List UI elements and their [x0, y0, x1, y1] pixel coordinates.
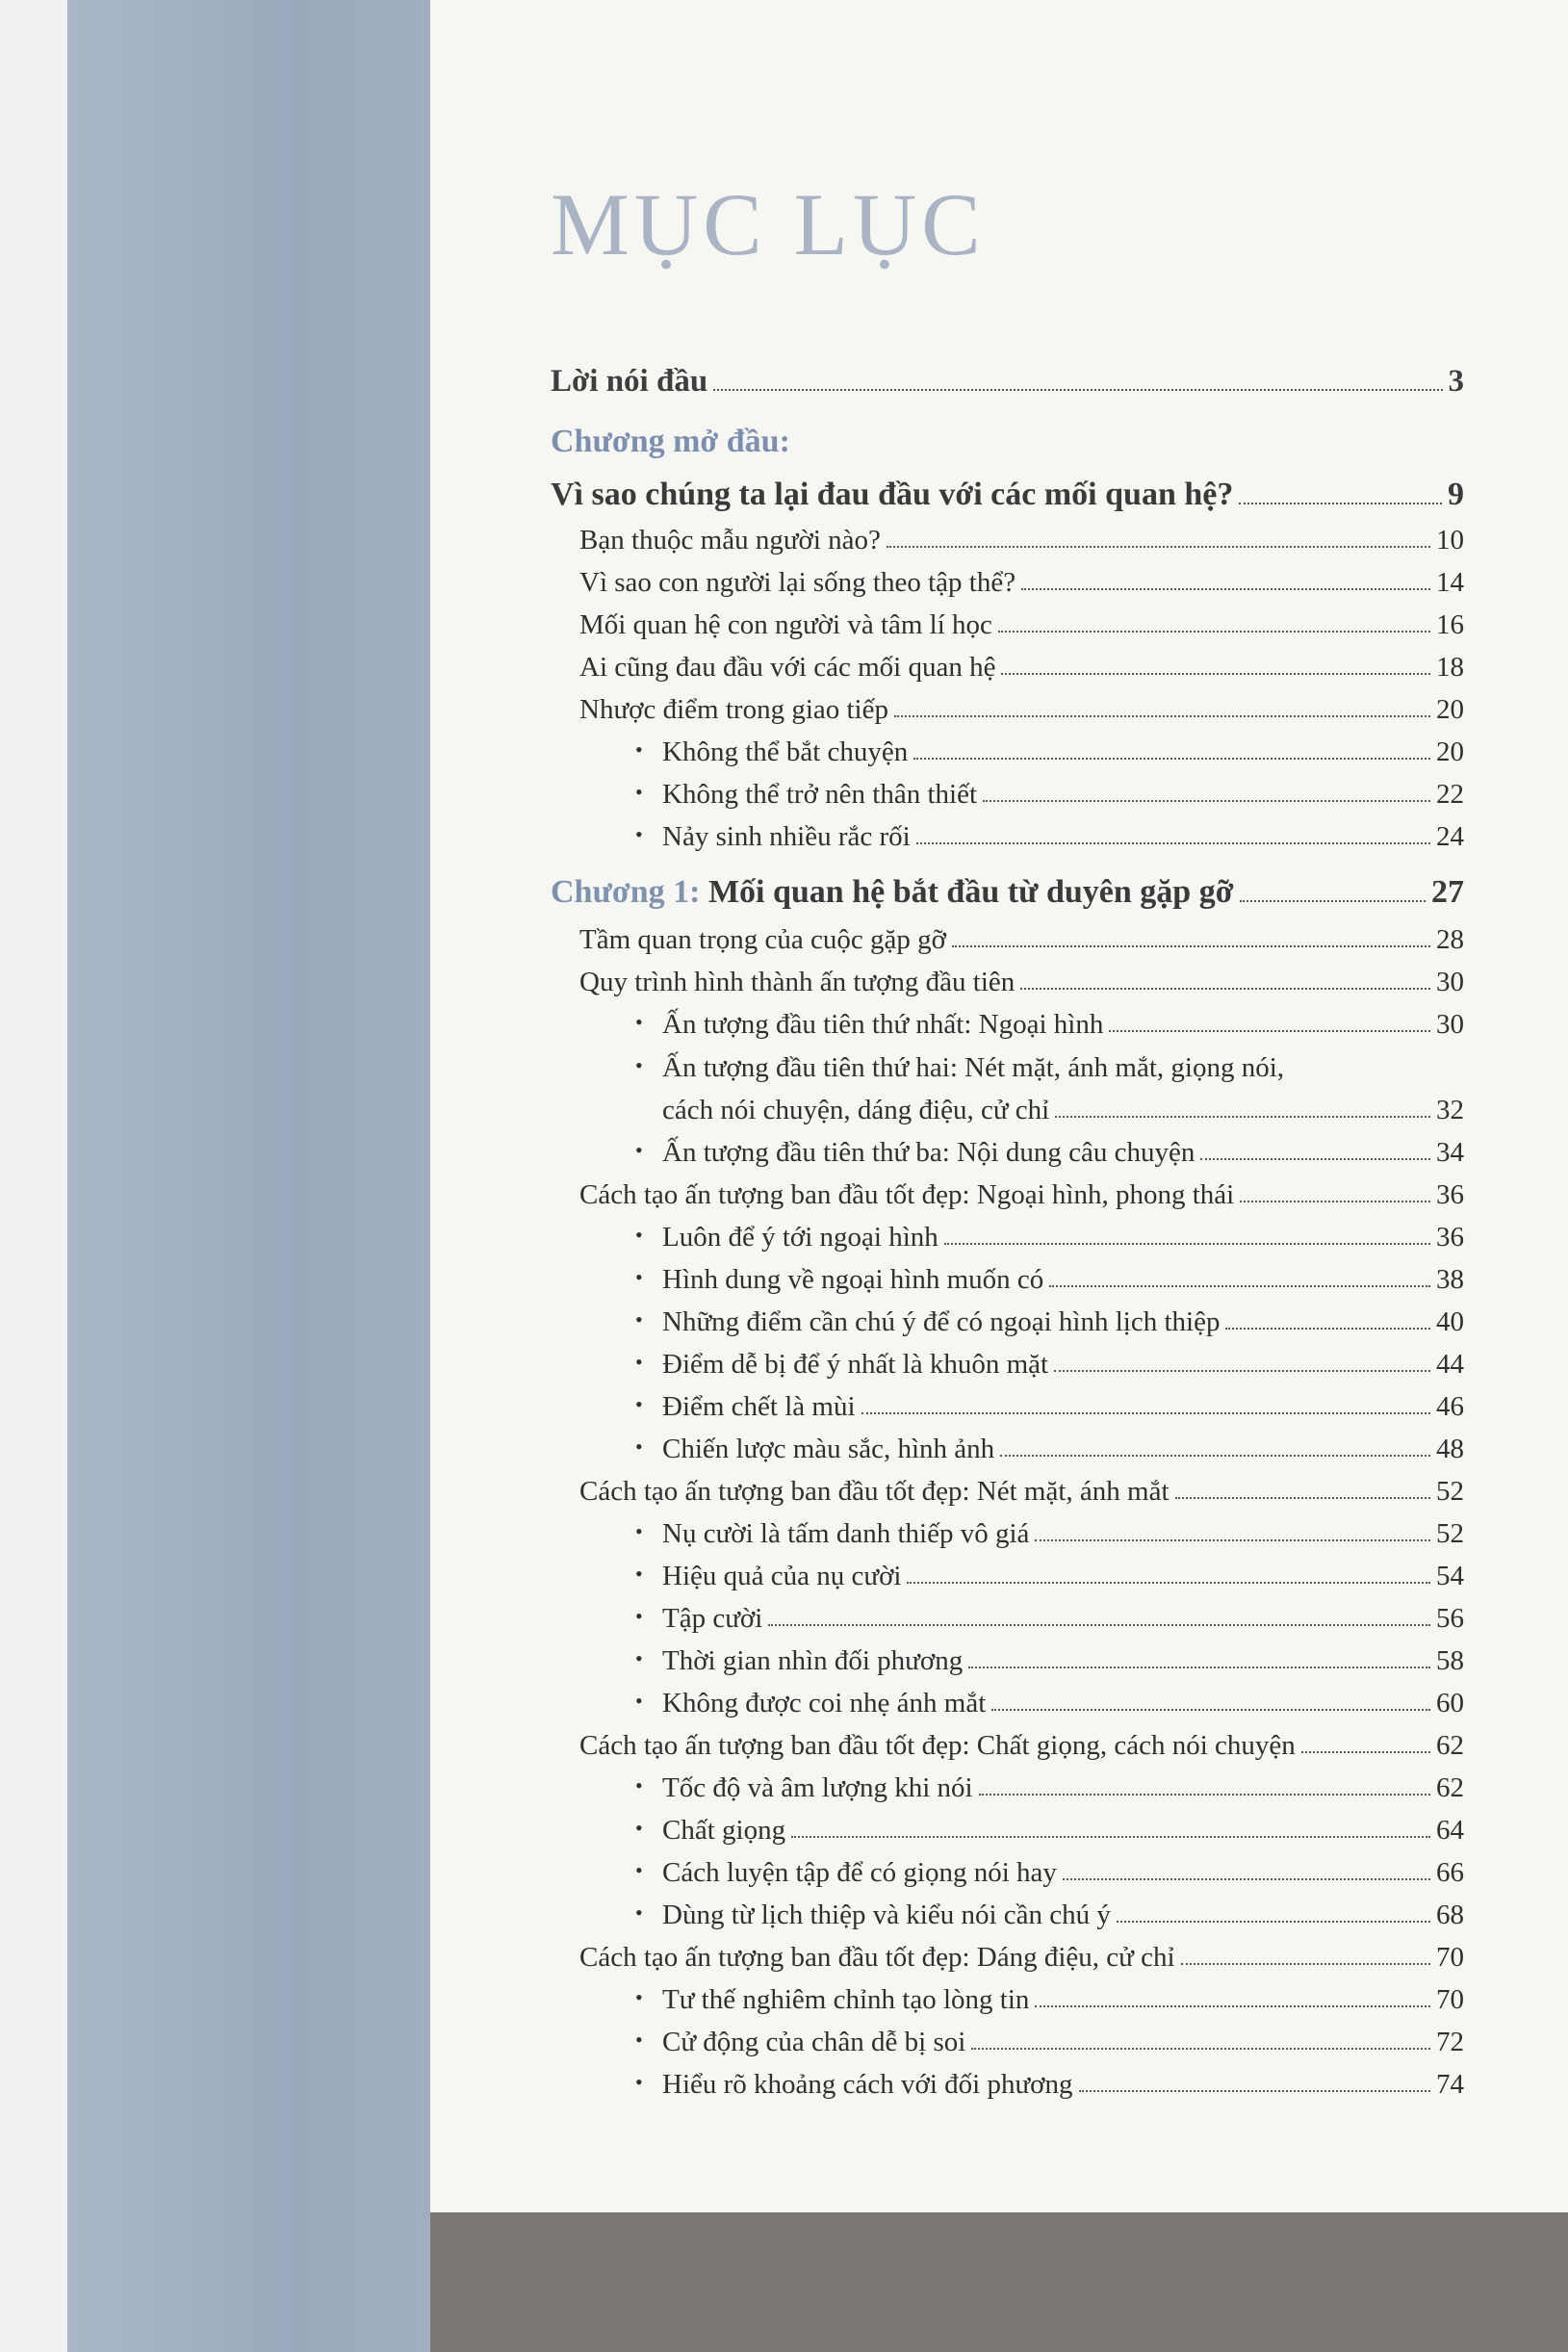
toc-page-number: 9	[1448, 477, 1464, 512]
dot-leader	[952, 945, 1430, 947]
toc-entry[interactable]	[579, 1179, 1464, 1211]
dot-leader	[983, 800, 1430, 802]
bullet-icon: •	[635, 1138, 643, 1162]
toc-page-number: 58	[1436, 1645, 1464, 1676]
bullet-icon: •	[635, 1900, 643, 1925]
dot-leader	[971, 2048, 1430, 2050]
toc-entry[interactable]	[635, 737, 1464, 768]
toc-page-number: 68	[1436, 1900, 1464, 1930]
dot-leader	[861, 1412, 1430, 1414]
toc-page-number: 24	[1436, 821, 1464, 852]
toc-entry-label: Cách tạo ấn tượng ban đầu tốt đẹp: Ngoại hình, phong thái	[579, 1179, 1235, 1210]
dot-leader	[1000, 1455, 1430, 1457]
toc-entry-intro[interactable]	[551, 477, 1464, 513]
toc-entry-label: • Cách luyện tập để có giọng nói hay	[635, 1857, 1057, 1888]
toc-page-number: 64	[1436, 1815, 1464, 1846]
toc-entry[interactable]	[635, 1137, 1464, 1169]
dot-leader	[1079, 2090, 1430, 2092]
dot-leader	[887, 546, 1430, 548]
toc-entry[interactable]	[635, 1772, 1464, 1804]
chapter-prefix: Chương 1:	[551, 874, 701, 910]
dot-leader	[944, 1243, 1430, 1245]
toc-entry[interactable]	[635, 779, 1464, 811]
toc-page-number: 70	[1436, 1942, 1464, 1973]
dot-leader	[991, 1709, 1430, 1711]
toc-page-number: 62	[1436, 1730, 1464, 1761]
toc-page-number: 10	[1436, 525, 1464, 556]
toc-entry-label: • Không thể bắt chuyện	[635, 737, 909, 767]
dot-leader	[1001, 673, 1430, 675]
dot-leader	[979, 1794, 1430, 1796]
dot-leader	[1181, 1963, 1430, 1965]
toc-page-number: 70	[1436, 1984, 1464, 2015]
bullet-icon: •	[635, 1307, 643, 1331]
toc-entry[interactable]	[579, 609, 1464, 641]
bullet-icon: •	[635, 1350, 643, 1374]
toc-page-number: 48	[1436, 1434, 1464, 1464]
toc-entry[interactable]	[579, 967, 1464, 998]
dot-leader	[1063, 1878, 1430, 1880]
toc-entry[interactable]	[635, 821, 1464, 853]
toc-entry-label: • Hiệu quả của nụ cười	[635, 1561, 902, 1591]
toc-page-number: 40	[1436, 1306, 1464, 1337]
toc-entry-label: • Những điểm cần chú ý để có ngoại hình lịch thiệp	[635, 1306, 1221, 1337]
bullet-icon: •	[635, 822, 643, 846]
toc-entry[interactable]	[662, 1095, 1464, 1126]
toc-entry-label: Cách tạo ấn tượng ban đầu tốt đẹp: Dáng điệu, cử chỉ	[579, 1942, 1175, 1973]
dot-leader	[1240, 1201, 1430, 1202]
toc-entry-label: Cách tạo ấn tượng ban đầu tốt đẹp: Nét mặt, ánh mắt	[579, 1476, 1170, 1507]
dot-leader	[1020, 988, 1430, 990]
toc-page-number: 56	[1436, 1603, 1464, 1634]
bullet-icon: •	[635, 1604, 643, 1628]
bullet-icon: •	[635, 1646, 643, 1670]
dot-leader	[1301, 1751, 1430, 1753]
toc-entry-label: • Ấn tượng đầu tiên thứ nhất: Ngoại hình	[635, 1009, 1104, 1040]
toc-entry-label: • Luôn để ý tới ngoại hình	[635, 1222, 938, 1253]
dot-leader	[913, 758, 1430, 760]
bullet-icon: •	[635, 1773, 643, 1797]
dot-leader	[713, 389, 1442, 391]
dot-leader	[1021, 588, 1430, 590]
toc-page-number: 52	[1436, 1476, 1464, 1507]
toc-entry[interactable]	[635, 1900, 1464, 1931]
bullet-icon: •	[635, 1053, 643, 1077]
toc-entry[interactable]	[635, 1306, 1464, 1338]
toc-page-number: 27	[1431, 874, 1464, 910]
dot-leader	[916, 842, 1430, 844]
dot-leader	[1054, 1370, 1430, 1372]
toc-entry-label: • Tập cười	[635, 1603, 763, 1634]
bullet-icon: •	[635, 2028, 643, 2052]
toc-entry-label: • Điểm chết là mùi	[635, 1391, 856, 1422]
dot-leader	[1117, 1921, 1430, 1923]
toc-entry-label: cách nói chuyện, dáng điệu, cử chỉ	[662, 1095, 1050, 1125]
toc-page-number: 72	[1436, 2027, 1464, 2057]
toc-page-number: 34	[1436, 1137, 1464, 1168]
dot-leader	[791, 1836, 1430, 1838]
toc-entry[interactable]	[635, 1518, 1464, 1550]
toc-entry[interactable]	[579, 652, 1464, 684]
toc-entry-label: Cách tạo ấn tượng ban đầu tốt đẹp: Chất giọng, cách nói chuyện	[579, 1730, 1296, 1761]
toc-entry[interactable]	[579, 694, 1464, 726]
toc-page-number: 36	[1436, 1222, 1464, 1253]
toc-entry[interactable]	[635, 1815, 1464, 1847]
toc-entry-label: • Nụ cười là tấm danh thiếp vô giá	[635, 1518, 1030, 1549]
bullet-icon: •	[635, 737, 643, 762]
intro-chapter-heading: Chương mở đầu:	[551, 424, 790, 459]
toc-entry-label: Quy trình hình thành ấn tượng đầu tiên	[579, 967, 1015, 997]
toc-page-number: 44	[1436, 1349, 1464, 1380]
toc-page-number: 28	[1436, 924, 1464, 955]
toc-page-number: 30	[1436, 967, 1464, 997]
dot-leader	[1225, 1328, 1430, 1330]
bullet-icon: •	[635, 1689, 643, 1713]
toc-entry-label: • Không thể trở nên thân thiết	[635, 779, 978, 810]
toc-entry[interactable]	[635, 1561, 1464, 1592]
dot-leader	[1200, 1158, 1430, 1160]
dot-leader	[1055, 1116, 1430, 1118]
bullet-icon: •	[635, 1519, 643, 1543]
dot-leader	[1240, 900, 1426, 902]
toc-entry-label: • Hình dung về ngoại hình muốn có	[635, 1264, 1044, 1295]
toc-entry[interactable]	[635, 1264, 1464, 1296]
toc-page-number: 74	[1436, 2069, 1464, 2100]
toc-entry-chapter-1[interactable]	[551, 874, 1464, 911]
toc-entry[interactable]	[579, 1942, 1464, 1974]
toc-entry-label: • Dùng từ lịch thiệp và kiểu nói cần chú ý	[635, 1900, 1111, 1930]
bullet-icon: •	[635, 1562, 643, 1586]
toc-entry[interactable]	[579, 924, 1464, 956]
dot-leader	[907, 1582, 1430, 1584]
dot-leader	[894, 715, 1430, 717]
toc-entry[interactable]	[635, 2069, 1464, 2101]
dot-leader	[768, 1624, 1430, 1626]
toc-entry[interactable]	[635, 1857, 1464, 1889]
toc-entry-label: Vì sao con người lại sống theo tập thể?	[579, 567, 1016, 598]
toc-entry[interactable]	[635, 1222, 1464, 1254]
toc-entry[interactable]	[635, 1603, 1464, 1635]
toc-entry-label: • Thời gian nhìn đối phương	[635, 1645, 964, 1676]
toc-page-number: 14	[1436, 567, 1464, 598]
toc-entry[interactable]	[635, 1984, 1464, 2016]
toc-page-number: 66	[1436, 1857, 1464, 1888]
toc-entry[interactable]	[635, 2027, 1464, 2058]
toc-page-number: 20	[1436, 694, 1464, 725]
toc-entry[interactable]	[635, 1645, 1464, 1677]
toc-entry-label: • Tư thế nghiêm chỉnh tạo lòng tin	[635, 1984, 1030, 2015]
toc-page-number: 18	[1436, 652, 1464, 683]
toc-entry[interactable]	[579, 1476, 1464, 1508]
dot-leader	[1175, 1497, 1431, 1499]
toc-page-number: 52	[1436, 1518, 1464, 1549]
bottom-gray-band	[430, 2212, 1568, 2352]
toc-entry-label: • Chất giọng	[635, 1815, 786, 1846]
toc-entry-label: • Điểm dễ bị để ý nhất là khuôn mặt	[635, 1349, 1049, 1380]
toc-entry-label: Ai cũng đau đầu với các mối quan hệ	[579, 652, 996, 683]
dot-leader	[1109, 1030, 1430, 1032]
toc-page-number: 62	[1436, 1772, 1464, 1803]
toc-entry-label: • Cử động của chân dễ bị soi	[635, 2027, 966, 2057]
dot-leader	[1239, 503, 1442, 504]
bullet-icon: •	[635, 1223, 643, 1247]
toc-entry-preface[interactable]	[551, 364, 1464, 400]
dot-leader	[968, 1667, 1430, 1668]
toc-page-number: 46	[1436, 1391, 1464, 1422]
toc-entry[interactable]	[635, 1391, 1464, 1423]
toc-entry[interactable]	[579, 1730, 1464, 1762]
toc-entry[interactable]	[635, 1009, 1464, 1041]
bullet-icon: •	[635, 1858, 643, 1882]
toc-entry[interactable]	[635, 1349, 1464, 1381]
toc-page-number: 16	[1436, 609, 1464, 640]
toc-entry-label: Nhược điểm trong giao tiếp	[579, 694, 888, 725]
toc-entry-label: Chương 1: Mối quan hệ bắt đầu từ duyên gặp gỡ	[551, 874, 1234, 910]
bullet-icon: •	[635, 1434, 643, 1459]
toc-entry-label: • Nảy sinh nhiều rắc rối	[635, 821, 911, 852]
toc-entry-wrapped-line[interactable]: • Ấn tượng đầu tiên thứ hai: Nét mặt, ánh mắt, giọng nói,	[635, 1052, 1285, 1083]
toc-entry-label: Lời nói đầu	[551, 364, 708, 399]
toc-page-number: 54	[1436, 1561, 1464, 1591]
bullet-icon: •	[635, 1010, 643, 1034]
toc-page-number: 38	[1436, 1264, 1464, 1295]
bullet-icon: •	[635, 1392, 643, 1416]
bullet-icon: •	[635, 2070, 643, 2094]
dot-leader	[1035, 2005, 1430, 2007]
toc-page-number: 36	[1436, 1179, 1464, 1210]
toc-entry-label: Tầm quan trọng của cuộc gặp gỡ	[579, 924, 946, 955]
toc-entry[interactable]	[579, 525, 1464, 556]
toc-entry-label: • Tốc độ và âm lượng khi nói	[635, 1772, 973, 1803]
bullet-icon: •	[635, 1265, 643, 1289]
toc-entry-label: Bạn thuộc mẫu người nào?	[579, 525, 881, 556]
toc-entry[interactable]	[635, 1688, 1464, 1719]
toc-entry-label: • Không được coi nhẹ ánh mắt	[635, 1688, 987, 1719]
dot-leader	[998, 631, 1430, 633]
toc-page-number: 22	[1436, 779, 1464, 810]
toc-entry[interactable]	[579, 567, 1464, 599]
toc-entry[interactable]	[635, 1434, 1464, 1465]
toc-page-number: 32	[1436, 1095, 1464, 1125]
dot-leader	[1035, 1539, 1430, 1541]
toc-page-number: 3	[1448, 364, 1464, 399]
page-title: MỤC LỤC	[551, 175, 986, 273]
bullet-icon: •	[635, 1816, 643, 1840]
toc-entry-label: • Chiến lược màu sắc, hình ảnh	[635, 1434, 995, 1464]
toc-page-number: 60	[1436, 1688, 1464, 1719]
bullet-icon: •	[635, 1985, 643, 2009]
toc-page-number: 20	[1436, 737, 1464, 767]
bullet-icon: •	[635, 780, 643, 804]
toc-entry-label: • Hiểu rõ khoảng cách với đối phương	[635, 2069, 1073, 2100]
toc-entry-label: • Ấn tượng đầu tiên thứ ba: Nội dung câu chuyện	[635, 1137, 1195, 1168]
toc-entry-label: Vì sao chúng ta lại đau đầu với các mối quan hệ?	[551, 477, 1234, 512]
toc-entry-label: Mối quan hệ con người và tâm lí học	[579, 609, 992, 640]
dot-leader	[1049, 1285, 1430, 1287]
toc-page-number: 30	[1436, 1009, 1464, 1040]
